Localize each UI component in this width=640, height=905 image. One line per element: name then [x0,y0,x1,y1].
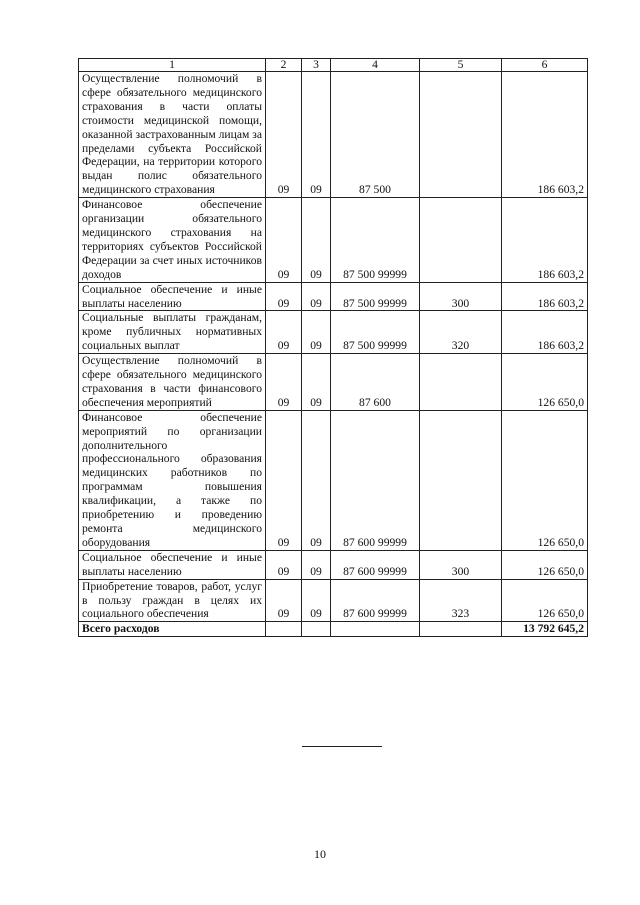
subsection-code-cell: 09 [302,579,331,622]
amount-cell: 186 603,2 [502,72,588,198]
subsection-code-cell: 09 [302,550,331,579]
target-item-cell: 87 600 99999 [331,410,420,550]
expense-name-cell: Социальные выплаты гражданам, кроме публичных нормативных социальных выплат [79,311,266,354]
expense-type-cell: 320 [420,311,502,354]
column-header: 4 [331,59,420,72]
subsection-code-cell: 09 [302,72,331,198]
table-row [79,311,588,354]
empty-cell [266,622,302,637]
budget-table [78,58,588,637]
amount-cell: 126 650,0 [502,410,588,550]
section-code-cell: 09 [266,311,302,354]
total-row [79,622,588,637]
amount-cell: 186 603,2 [502,282,588,311]
section-code-cell: 09 [266,410,302,550]
amount-cell: 126 650,0 [502,579,588,622]
target-item-cell: 87 600 [331,354,420,411]
empty-cell [420,622,502,637]
section-code-cell: 09 [266,282,302,311]
column-header: 2 [266,59,302,72]
amount-cell: 126 650,0 [502,550,588,579]
subsection-code-cell: 09 [302,198,331,282]
target-item-cell: 87 500 [331,72,420,198]
table-row [79,550,588,579]
empty-cell [302,622,331,637]
expense-name-cell: Социальное обеспечение и иные выплаты населению [79,282,266,311]
total-amount: 13 792 645,2 [502,622,588,637]
subsection-code-cell: 09 [302,354,331,411]
expense-type-cell: 323 [420,579,502,622]
column-header: 6 [502,59,588,72]
section-code-cell: 09 [266,550,302,579]
table-header [79,59,588,72]
total-label: Всего расходов [79,622,266,637]
expense-type-cell [420,354,502,411]
expense-name-cell: Осуществление полномочий в сфере обязательного медицинского страхования в части оплаты стоимости медицинской помощи, оказанной застрахованным лицам за пределами субъекта Российской Федерации, на территории которого выдан полис обязательного медицинского страхования [79,72,266,198]
expense-type-cell [420,410,502,550]
expense-type-cell [420,198,502,282]
expense-type-cell [420,72,502,198]
empty-cell [331,622,420,637]
amount-cell: 126 650,0 [502,354,588,411]
expense-name-cell: Финансовое обеспечение организации обязательного медицинского страхования на территориях субъектов Российской Федерации за счет иных источников доходов [79,198,266,282]
section-code-cell: 09 [266,198,302,282]
target-item-cell: 87 500 99999 [331,282,420,311]
amount-cell: 186 603,2 [502,198,588,282]
expense-type-cell: 300 [420,282,502,311]
subsection-code-cell: 09 [302,311,331,354]
section-code-cell: 09 [266,354,302,411]
table-row [79,72,588,198]
table-row [79,282,588,311]
expense-type-cell: 300 [420,550,502,579]
target-item-cell: 87 500 99999 [331,198,420,282]
subsection-code-cell: 09 [302,410,331,550]
table-row [79,579,588,622]
table-row [79,410,588,550]
subsection-code-cell: 09 [302,282,331,311]
column-header: 1 [79,59,266,72]
page-number: 10 [314,847,326,861]
table-row [79,354,588,411]
column-header: 3 [302,59,331,72]
column-header: 5 [420,59,502,72]
expense-name-cell: Приобретение товаров, работ, услуг в пользу граждан в целях их социального обеспечения [79,579,266,622]
target-item-cell: 87 500 99999 [331,311,420,354]
separator-line [302,746,382,747]
table-body [79,72,588,637]
expense-name-cell: Осуществление полномочий в сфере обязательного медицинского страхования в части финансового обеспечения мероприятий [79,354,266,411]
target-item-cell: 87 600 99999 [331,579,420,622]
amount-cell: 186 603,2 [502,311,588,354]
column-number-row [79,59,588,72]
expense-name-cell: Финансовое обеспечение мероприятий по организации дополнительного профессионального образования медицинских работников по программам повышения квалификации, а также по приобретению и проведению ремонта медицинского оборудования [79,410,266,550]
expense-name-cell: Социальное обеспечение и иные выплаты населению [79,550,266,579]
table-row [79,198,588,282]
section-code-cell: 09 [266,72,302,198]
target-item-cell: 87 600 99999 [331,550,420,579]
section-code-cell: 09 [266,579,302,622]
